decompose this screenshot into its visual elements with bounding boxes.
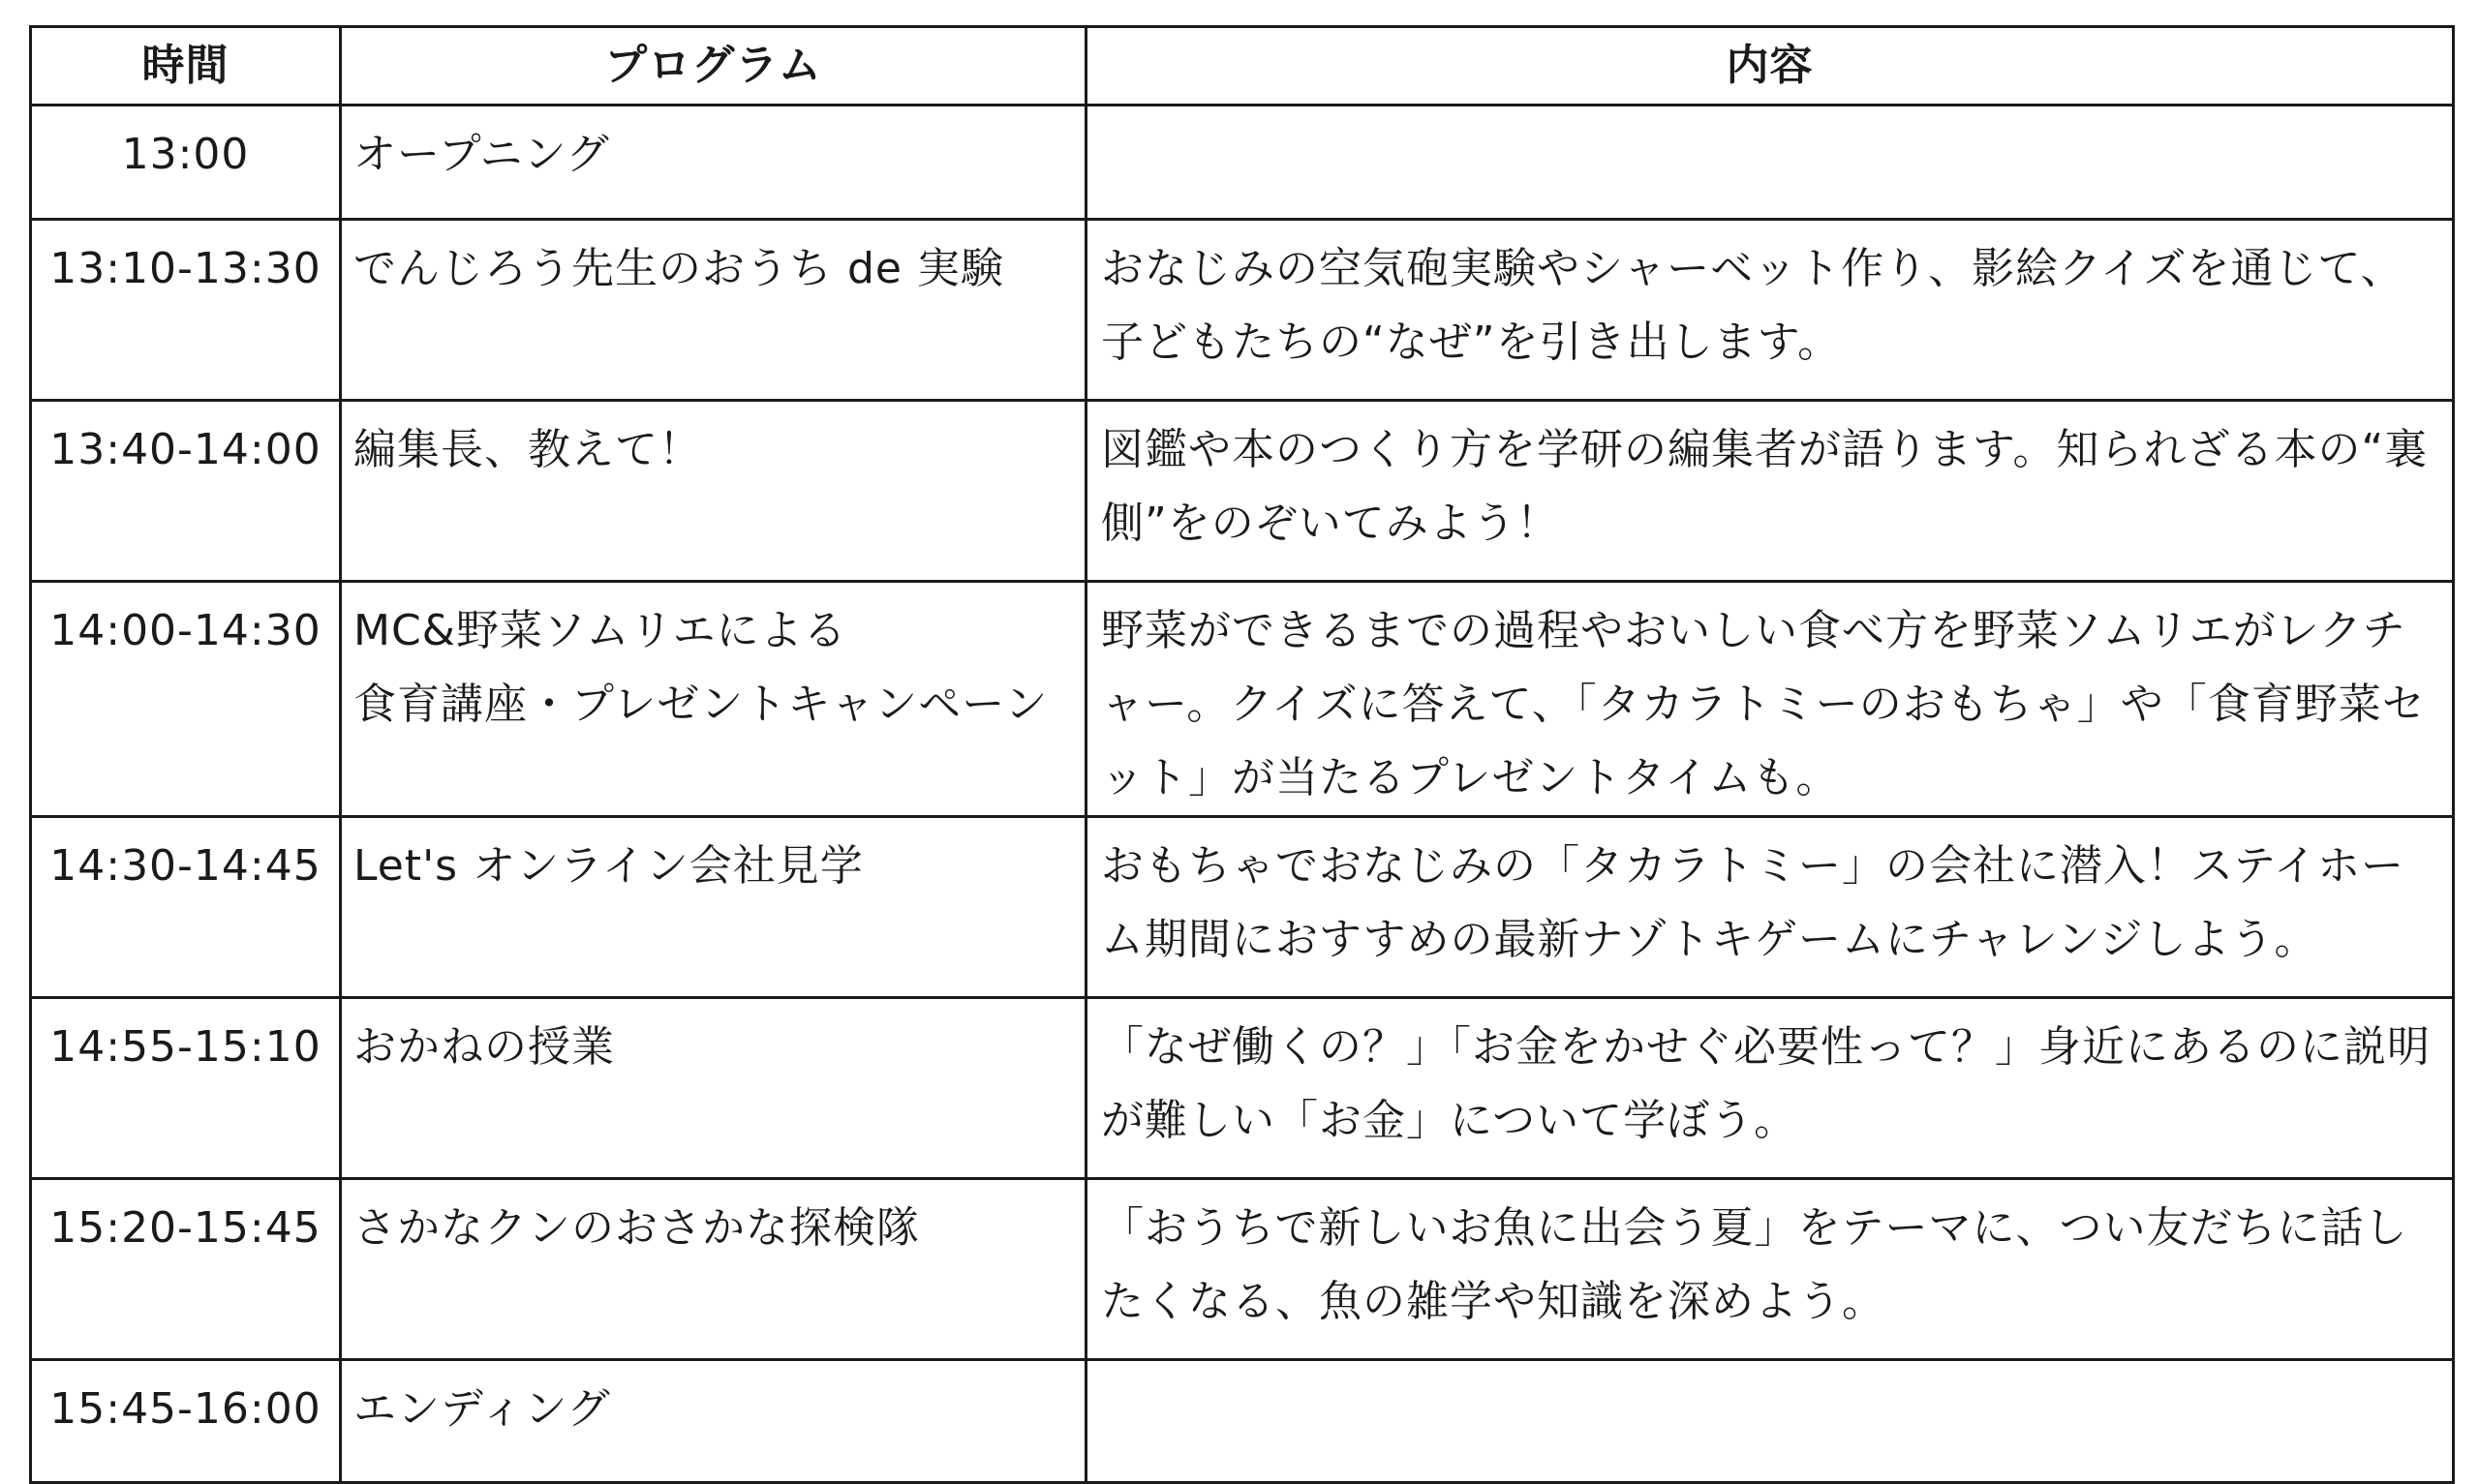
table-row [31, 401, 2454, 582]
time-cell: 14:30-14:45 [31, 817, 341, 998]
time-cell: 13:10-13:30 [31, 220, 341, 401]
program-line: おかねの授業 [353, 1022, 615, 1072]
content-cell: おもちゃでおなじみの「タカラトミー」の会社に潜入！ステイホーム期間におすすめの最新ナゾトキゲームにチャレンジしよう。 [1086, 817, 2454, 998]
program-cell [341, 401, 1086, 582]
content-cell: おなじみの空気砲実験やシャーベット作り、影絵クイズを通じて、子どもたちの“なぜ”を引き出します。 [1086, 220, 2454, 401]
time-cell: 15:45-16:00 [31, 1360, 341, 1483]
time-cell: 15:20-15:45 [31, 1179, 341, 1360]
program-line: エンディング [353, 1384, 611, 1434]
program-line: MC&野菜ソムリエによる [353, 606, 847, 655]
table-row [31, 220, 2454, 401]
content-cell: 「なぜ働くの？」「お金をかせぐ必要性って？」身近にあるのに説明が難しい「お金」について学ぼう。 [1086, 998, 2454, 1179]
program-cell [341, 1179, 1086, 1360]
time-cell: 14:00-14:30 [31, 582, 341, 817]
program-line: 編集長、教えて！ [353, 425, 702, 474]
table-row [31, 106, 2454, 220]
column-header-program: プログラム [341, 27, 1086, 106]
program-line: さかなクンのおさかな探検隊 [353, 1203, 920, 1253]
content-cell: 野菜ができるまでの過程やおいしい食べ方を野菜ソムリエがレクチャー。クイズに答えて、「タカラトミーのおもちゃ」や「食育野菜セット」が当たるプレゼントタイムも。 [1086, 582, 2454, 817]
time-cell: 13:00 [31, 106, 341, 220]
program-line: でんじろう先生のおうち de 実験 [353, 244, 1004, 293]
program-cell [341, 106, 1086, 220]
program-cell [341, 998, 1086, 1179]
time-cell: 14:55-15:10 [31, 998, 341, 1179]
header-row [31, 27, 2454, 106]
program-cell [341, 582, 1086, 817]
schedule-table [29, 25, 2455, 1484]
content-cell: 図鑑や本のつくり方を学研の編集者が語ります。知られざる本の“裏側”をのぞいてみよう！ [1086, 401, 2454, 582]
table-row [31, 817, 2454, 998]
column-header-time: 時間 [31, 27, 341, 106]
table-row [31, 1179, 2454, 1360]
content-cell: 「おうちで新しいお魚に出会う夏」をテーマに、つい友だちに話したくなる、魚の雑学や知識を深めよう。 [1086, 1179, 2454, 1360]
program-line: オープニング [353, 130, 610, 179]
column-header-content: 内容 [1086, 27, 2454, 106]
table-row [31, 998, 2454, 1179]
program-cell [341, 1360, 1086, 1483]
program-cell [341, 220, 1086, 401]
time-cell: 13:40-14:00 [31, 401, 341, 582]
table-row [31, 582, 2454, 817]
content-cell [1086, 1360, 2454, 1483]
program-cell [341, 817, 1086, 998]
program-line: Let's オンライン会社見学 [353, 841, 864, 891]
table-row [31, 1360, 2454, 1483]
program-line: 食育講座・プレゼントキャンペーン [353, 680, 1049, 729]
content-cell [1086, 106, 2454, 220]
